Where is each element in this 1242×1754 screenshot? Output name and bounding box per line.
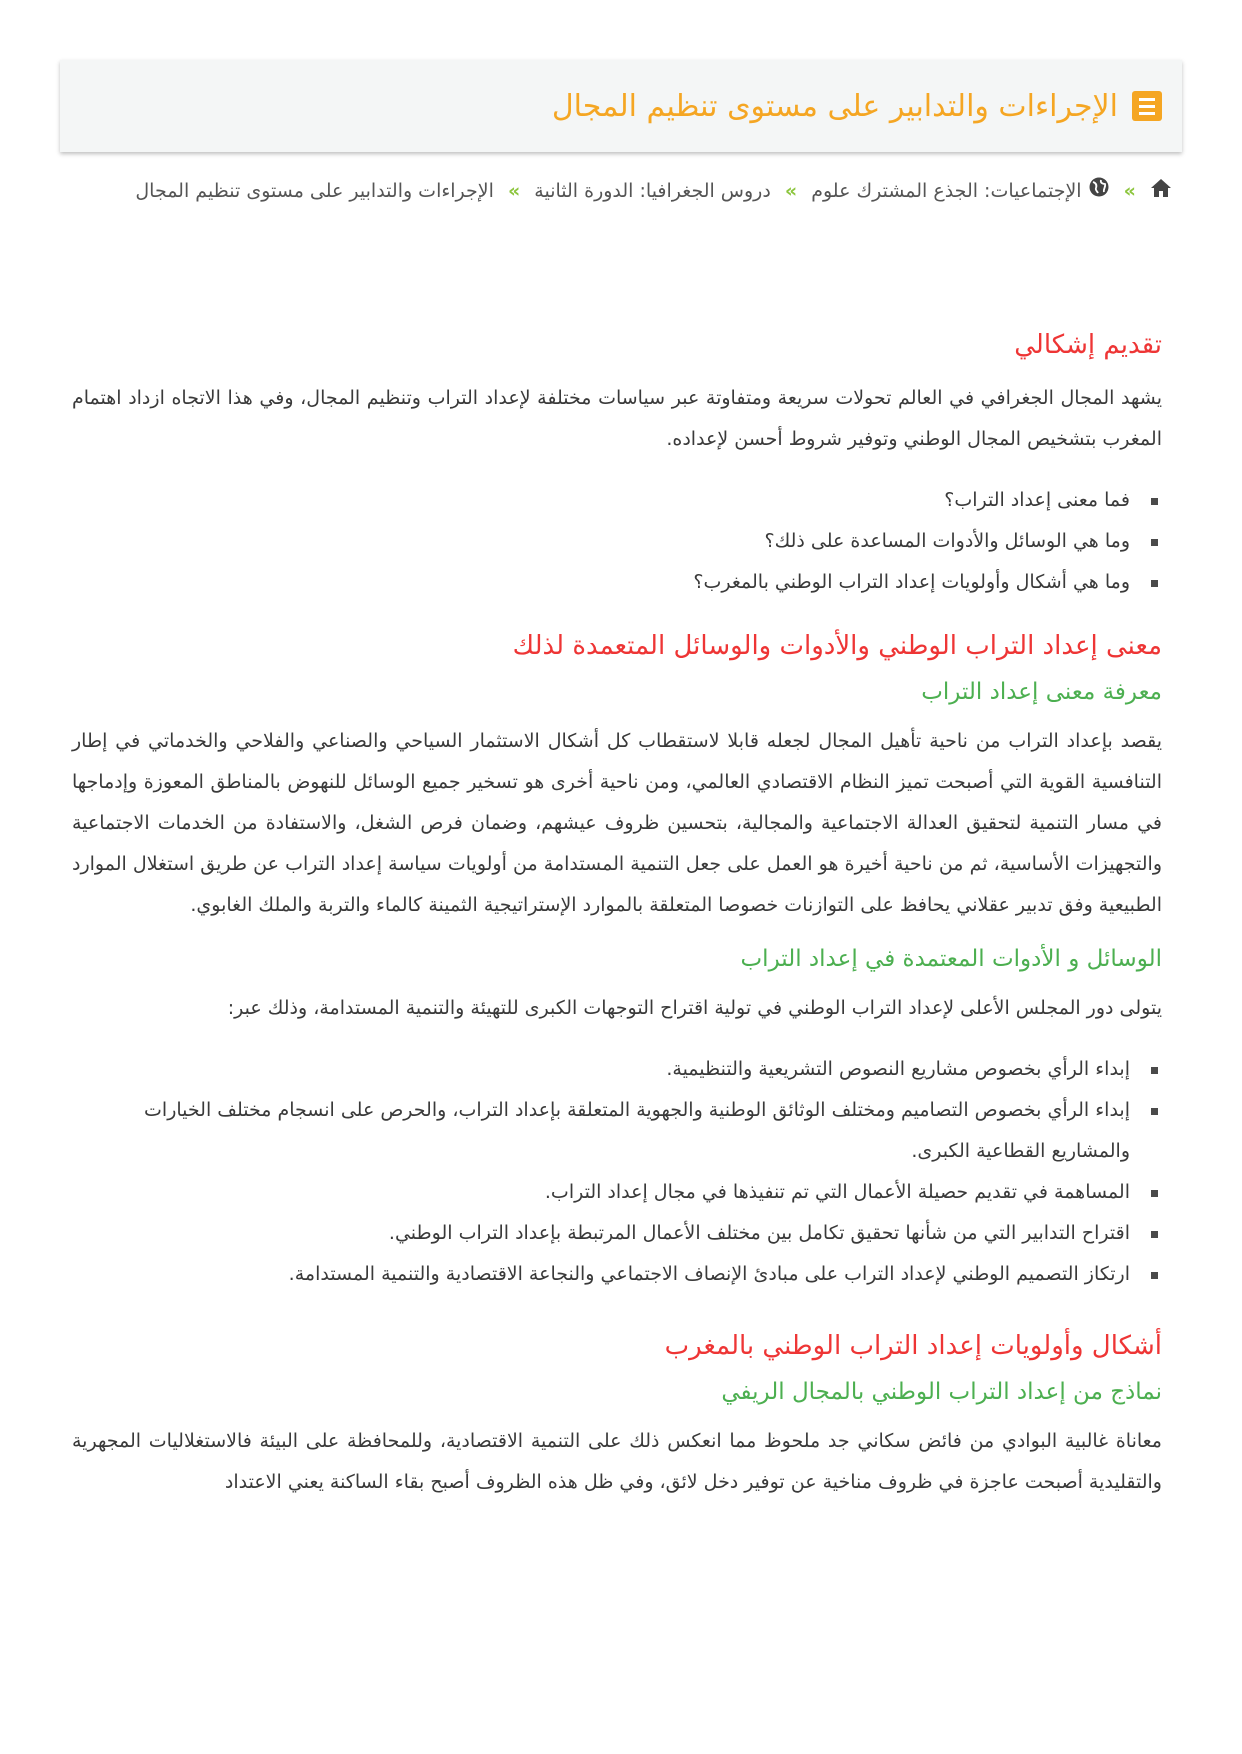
breadcrumb-item[interactable]: دروس الجغرافيا: الدورة الثانية <box>534 180 771 202</box>
page-title: الإجراءات والتدابير على مستوى تنظيم المجال <box>551 88 1118 124</box>
meaning-paragraph: يقصد بإعداد التراب من ناحية تأهيل المجال لجعله قابلا لاستقطاب كل أشكال الاستثمار السياحي والصناعي والفلاحي والخدماتي في إطار التنافسية القوية التي أصبحت تميز النظام الاقتصادي العالمي، ومن ناحية أخرى هو تسخير جميع الوسائل للنهوض بالمناطق المعوزة وإدماجها في مسار التنمية لتحقيق العدالة الاجتماعية والمجالية، بتحسين ظروف عيشهم، وضمان فرص الشغل، والاستفادة من الخدمات الاجتماعية والتجهيزات الأساسية، ثم من ناحية أخيرة هو العمل على جعل التنمية المستدامة من أولويات سياسة إعداد التراب عن طريق استغلال الموارد الطبيعية وفق تدبير عقلاني يحافظ على التوازنات خصوصا المتعلقة بالموارد الإستراتيجية الثمينة كالماء والتربة والملك الغابوي. <box>72 730 1162 916</box>
list-item: وما هي أشكال وأولويات إعداد التراب الوطني بالمغرب؟ <box>72 562 1130 603</box>
section-heading-meaning: معنى إعداد التراب الوطني والأدوات والوسائل المتعمدة لذلك <box>512 631 1162 661</box>
globe-icon <box>1088 173 1110 211</box>
page-header <box>60 60 1182 152</box>
subheading-meaning: معرفة معنى إعداد التراب <box>921 679 1162 705</box>
section-heading-intro: تقديم إشكالي <box>1014 330 1162 360</box>
article-body <box>72 330 1162 1503</box>
breadcrumb-current: الإجراءات والتدابير على مستوى تنظيم المجال <box>135 180 494 202</box>
breadcrumb-separator: » <box>507 180 521 202</box>
list-item: ارتكاز التصميم الوطني لإعداد التراب على مبادئ الإنصاف الاجتماعي والنجاعة الاقتصادية والتنمية المستدامة. <box>72 1254 1130 1295</box>
forms-paragraph: معاناة غالبية البوادي من فائض سكاني جد ملحوظ مما انعكس ذلك على التنمية الاقتصادية، وللمحافظة على البيئة فالاستغلاليات المجهرية والتقليدية أصبحت عاجزة في ظروف مناخية عن توفير دخل لائق، وفي ظل هذه الظروف أصبح بقاء الساكنة يعني الاعتداد <box>72 1430 1162 1493</box>
intro-paragraph: يشهد المجال الجغرافي في العالم تحولات سريعة ومتفاوتة عبر سياسات مختلفة لإعداد التراب وتنظيم المجال، وفي هذا الاتجاه ازداد اهتمام المغرب بتشخيص المجال الوطني وتوفير شروط أحسن لإعداده. <box>72 387 1162 450</box>
breadcrumb-separator: » <box>784 180 798 202</box>
list-item: إبداء الرأي بخصوص التصاميم ومختلف الوثائق الوطنية والجهوية المتعلقة بإعداد التراب، والحرص على انسجام مختلف الخيارات والمشاريع القطاعية الكبرى. <box>72 1090 1130 1172</box>
list-item: المساهمة في تقديم حصيلة الأعمال التي تم تنفيذها في مجال إعداد التراب. <box>72 1172 1130 1213</box>
questions-list <box>72 480 1162 603</box>
tools-list <box>72 1049 1162 1295</box>
list-item: إبداء الرأي بخصوص مشاريع النصوص التشريعية والتنظيمية. <box>72 1049 1130 1090</box>
breadcrumb-separator: » <box>1123 180 1136 202</box>
subheading-tools: الوسائل و الأدوات المعتمدة في إعداد التراب <box>740 946 1162 972</box>
list-item: فما معنى إعداد التراب؟ <box>72 480 1130 521</box>
breadcrumb-item[interactable]: الإجتماعيات: الجذع المشترك علوم <box>811 180 1082 202</box>
list-item: وما هي الوسائل والأدوات المساعدة على ذلك؟ <box>72 521 1130 562</box>
document-icon <box>1132 91 1162 121</box>
home-icon[interactable] <box>1150 173 1172 211</box>
breadcrumb <box>92 172 1172 211</box>
list-item: اقتراح التدابير التي من شأنها تحقيق تكامل بين مختلف الأعمال المرتبطة بإعداد التراب الوطني. <box>72 1213 1130 1254</box>
subheading-forms: نماذج من إعداد التراب الوطني بالمجال الريفي <box>721 1379 1162 1405</box>
section-heading-forms: أشكال وأولويات إعداد التراب الوطني بالمغرب <box>664 1331 1162 1361</box>
tools-paragraph: يتولى دور المجلس الأعلى لإعداد التراب الوطني في تولية اقتراح التوجهات الكبرى للتهيئة والتنمية المستدامة، وذلك عبر: <box>227 997 1162 1019</box>
